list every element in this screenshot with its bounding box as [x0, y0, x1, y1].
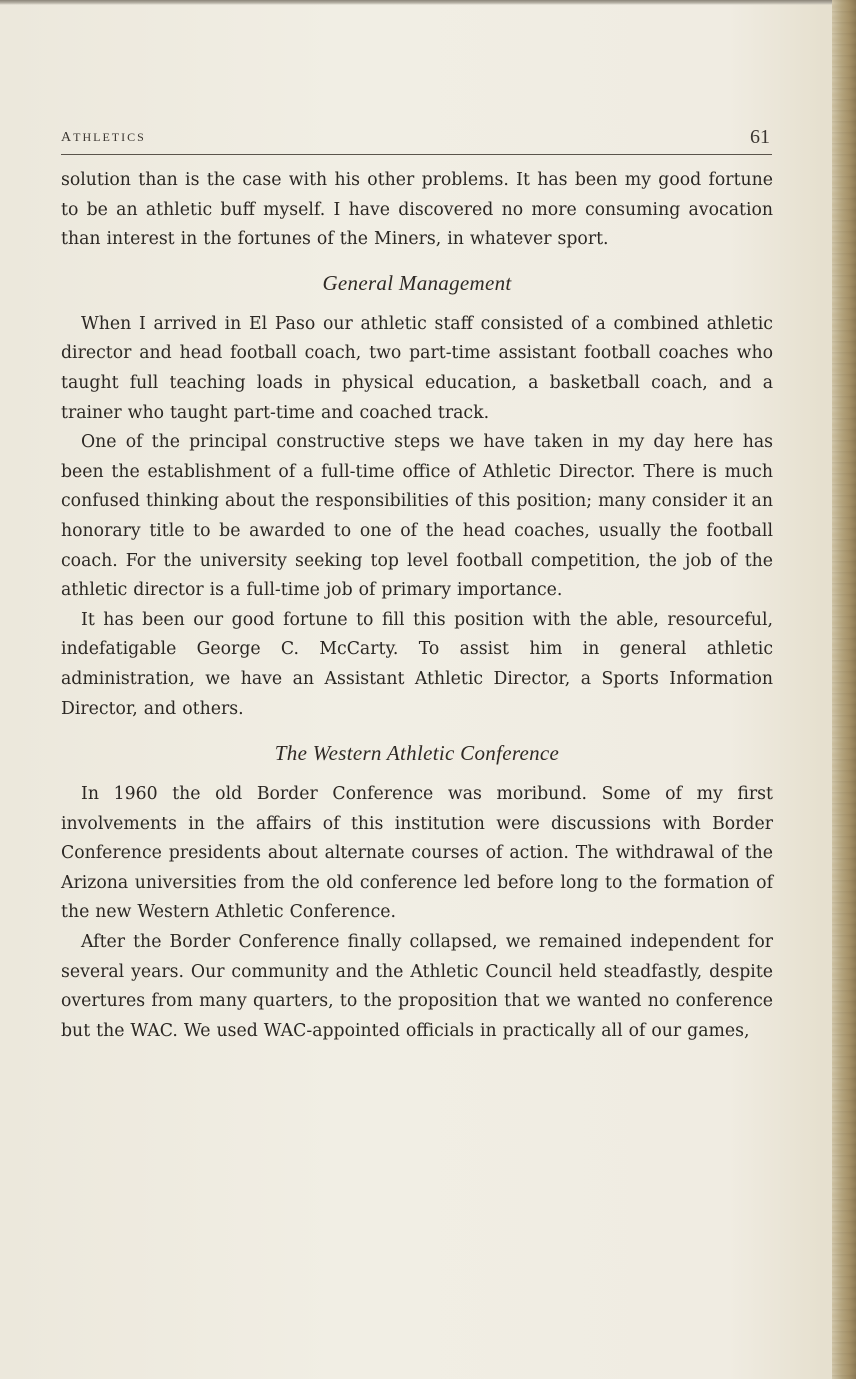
- page-number: 61: [750, 126, 770, 148]
- body-text: [61, 166, 773, 1046]
- intro-paragraph: solution than is the case with his other problems. It has been my good fortune to be an athletic buff myself. I have discovered no more consuming avocation than interest in the fortunes of the Miners, in whatever sport.: [61, 170, 773, 250]
- page-top-edge: [0, 0, 856, 5]
- section-heading-general-management: General Management: [322, 270, 512, 295]
- page-header: [61, 128, 772, 155]
- paragraph: It has been our good fortune to fill this position with the able, resourceful, indefatigable George C. McCarty. To assist him in general athletic administration, we have an Assistant Athletic Director, a Sports Information Director, and others.: [61, 609, 773, 719]
- paragraph: One of the principal constructive steps we have taken in my day here has been the establishment of a full-time office of Athletic Director. There is much confused thinking about the responsibilities of this position; many consider it an honorary title to be awarded to one of the head coaches, usually the football coach. For the university seeking top level football competition, the job of the athletic director is a full-time job of primary importance.: [61, 432, 773, 601]
- book-spine-edge: [832, 0, 856, 1379]
- running-head: ATHLETICS: [61, 130, 146, 145]
- paragraph: After the Border Conference finally collapsed, we remained independent for several years. Our community and the Athletic Council held steadfastly, despite overtures from many quarters, to the proposition that we wanted no conference but the WAC. We used WAC-appointed officials in practically all of our games,: [61, 932, 773, 1041]
- paragraph: When I arrived in El Paso our athletic staff consisted of a combined athletic director and head football coach, two part-time assistant football coaches who taught full teaching loads in physical education, a basketball coach, and a trainer who taught part-time and coached track.: [61, 313, 773, 423]
- paragraph: In 1960 the old Border Conference was moribund. Some of my first involvements in the affairs of this institution were discussions with Border Conference presidents about alternate courses of action. The withdrawal of the Arizona universities from the old conference led before long to the formation of the new Western Athletic Conference.: [61, 784, 773, 923]
- section-heading-western-athletic-conference: The Western Athletic Conference: [274, 741, 560, 766]
